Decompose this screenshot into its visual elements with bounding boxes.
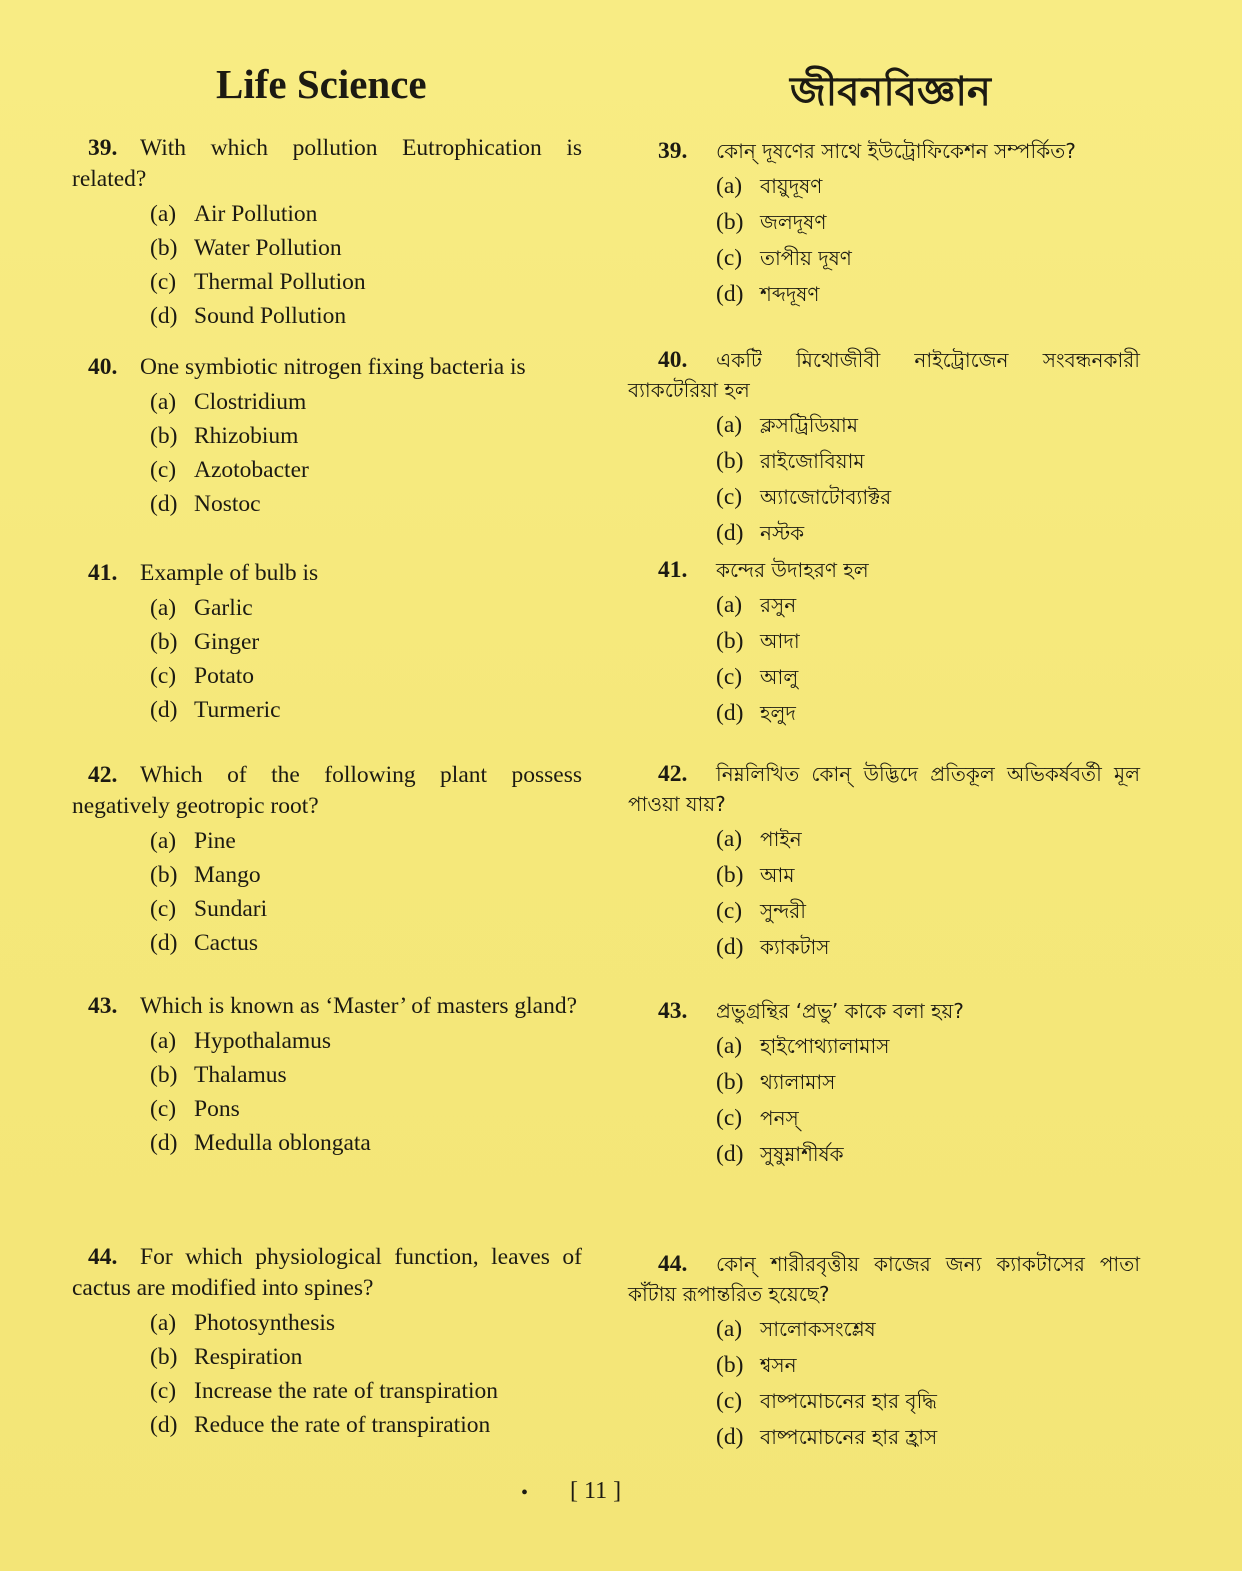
question-text: কন্দের উদাহরণ হল	[716, 558, 869, 582]
option-d: (d) নস্টক	[716, 520, 805, 546]
bengali-question-43	[628, 996, 1140, 1172]
option-a: (a) Clostridium	[150, 389, 307, 415]
option-d: (d) Turmeric	[150, 697, 281, 723]
question-number: 42.	[88, 762, 118, 788]
option-c: (c) Pons	[150, 1096, 240, 1122]
option-d: (d) বাষ্পমোচনের হার হ্রাস	[716, 1424, 938, 1450]
english-question-44	[72, 1242, 582, 1442]
option-list	[628, 1028, 1140, 1172]
option-a: (a) ক্লসট্রিডিয়াম	[716, 412, 858, 438]
question-text: Example of bulb is	[140, 560, 319, 586]
bengali-question-39	[628, 136, 1140, 312]
option-a: (a) সালোকসংশ্লেষ	[716, 1316, 876, 1342]
option-d: (d) শব্দদূষণ	[716, 281, 820, 307]
english-question-41	[72, 558, 582, 727]
option-list	[628, 407, 1140, 551]
option-list	[72, 591, 582, 727]
question-text: Which of the following plant possess negatively geotropic root?	[72, 762, 582, 819]
question-number: 44.	[658, 1251, 688, 1277]
question-number: 39.	[658, 138, 688, 164]
option-b: (b) রাইজোবিয়াম	[716, 448, 865, 474]
option-b: (b) থ্যালামাস	[716, 1069, 836, 1095]
option-c: (c) আলু	[716, 664, 799, 690]
option-c: (c) Increase the rate of transpiration	[150, 1378, 499, 1404]
option-c: (c) Azotobacter	[150, 457, 309, 483]
question-text: For which physiological function, leaves of cactus are modified into spines?	[72, 1244, 582, 1301]
page-number: [ 11 ]	[570, 1478, 622, 1504]
option-b: (b) Respiration	[150, 1344, 303, 1370]
option-b: (b) Thalamus	[150, 1062, 287, 1088]
bengali-question-42	[628, 759, 1140, 965]
option-d: (d) Cactus	[150, 930, 258, 956]
option-c: (c) Potato	[150, 663, 255, 689]
bengali-question-40	[628, 345, 1140, 551]
option-c: (c) তাপীয় দূষণ	[716, 245, 852, 271]
question-number: 39.	[88, 135, 118, 161]
option-b: (b) জলদূষণ	[716, 209, 827, 235]
option-b: (b) আদা	[716, 628, 800, 654]
option-c: (c) সুন্দরী	[716, 898, 806, 924]
question-number: 41.	[658, 557, 688, 583]
english-question-40	[72, 352, 582, 521]
english-column-title: Life Science	[216, 61, 427, 107]
option-c: (c) অ্যাজোটোব্যাক্টর	[716, 484, 892, 510]
option-b: (b) Water Pollution	[150, 235, 342, 261]
option-d: (d) হলুদ	[716, 700, 796, 726]
option-c: (c) Thermal Pollution	[150, 269, 366, 295]
question-number: 40.	[658, 347, 688, 373]
english-question-39	[72, 133, 582, 333]
option-list	[628, 1311, 1140, 1455]
option-c: (c) বাষ্পমোচনের হার বৃদ্ধি	[716, 1388, 937, 1414]
option-list	[628, 168, 1140, 312]
option-b: (b) Ginger	[150, 629, 260, 655]
option-a: (a) বায়ুদূষণ	[716, 173, 823, 199]
bengali-question-41	[628, 555, 1140, 731]
bullet-mark: •	[521, 1482, 529, 1504]
option-a: (a) হাইপোথ্যালামাস	[716, 1033, 890, 1059]
question-number: 42.	[658, 761, 688, 787]
question-text: কোন্ শারীরবৃত্তীয় কাজের জন্য ক্যাকটাসের পাতা কাঁটায় রূপান্তরিত হয়েছে?	[628, 1252, 1140, 1306]
option-d: (d) Reduce the rate of transpiration	[150, 1412, 491, 1438]
option-list	[72, 1024, 582, 1160]
bengali-column-title: জীবনবিজ্ঞান	[790, 69, 991, 115]
question-number: 43.	[88, 993, 118, 1019]
question-text: কোন্ দূষণের সাথে ইউট্রোফিকেশন সম্পর্কিত?	[716, 139, 1076, 163]
question-number: 43.	[658, 998, 688, 1024]
option-a: (a) পাইন	[716, 826, 802, 852]
option-list	[628, 587, 1140, 731]
question-text: একটি মিথোজীবী নাইট্রোজেন সংবন্ধনকারী ব্যাকটেরিয়া হল	[628, 348, 1140, 402]
option-a: (a) Photosynthesis	[150, 1310, 336, 1336]
question-number: 40.	[88, 354, 118, 380]
option-list	[628, 821, 1140, 965]
option-list	[72, 197, 582, 333]
option-c: (c) Sundari	[150, 896, 268, 922]
question-text: With which pollution Eutrophication is related?	[72, 135, 582, 192]
option-d: (d) Medulla oblongata	[150, 1130, 371, 1156]
option-list	[72, 824, 582, 960]
option-a: (a) Garlic	[150, 595, 253, 621]
option-list	[72, 1306, 582, 1442]
english-question-42	[72, 760, 582, 960]
english-question-43	[72, 991, 582, 1160]
option-a: (a) Air Pollution	[150, 201, 318, 227]
option-b: (b) Mango	[150, 862, 261, 888]
option-list	[72, 385, 582, 521]
option-d: (d) Nostoc	[150, 491, 261, 517]
bengali-question-44	[628, 1249, 1140, 1455]
question-number: 41.	[88, 560, 118, 586]
question-text: Which is known as ‘Master’ of masters gland?	[140, 993, 578, 1019]
option-b: (b) শ্বসন	[716, 1352, 797, 1378]
option-a: (a) রসুন	[716, 592, 797, 618]
option-a: (a) Hypothalamus	[150, 1028, 332, 1054]
option-c: (c) পনস্	[716, 1105, 799, 1131]
question-text: প্রভুগ্রন্থির ‘প্রভু’ কাকে বলা হয়?	[716, 999, 964, 1023]
question-text: নিম্নলিখিত কোন্ উদ্ভিদে প্রতিকূল অভিকর্ষবর্তী মূল পাওয়া যায়?	[628, 762, 1140, 816]
option-d: (d) ক্যাকটাস	[716, 934, 830, 960]
option-d: (d) সুষুম্নাশীর্ষক	[716, 1141, 844, 1167]
option-a: (a) Pine	[150, 828, 236, 854]
option-b: (b) আম	[716, 862, 795, 888]
option-d: (d) Sound Pollution	[150, 303, 347, 329]
option-b: (b) Rhizobium	[150, 423, 299, 449]
question-text: One symbiotic nitrogen fixing bacteria is	[140, 354, 526, 380]
question-number: 44.	[88, 1244, 118, 1270]
